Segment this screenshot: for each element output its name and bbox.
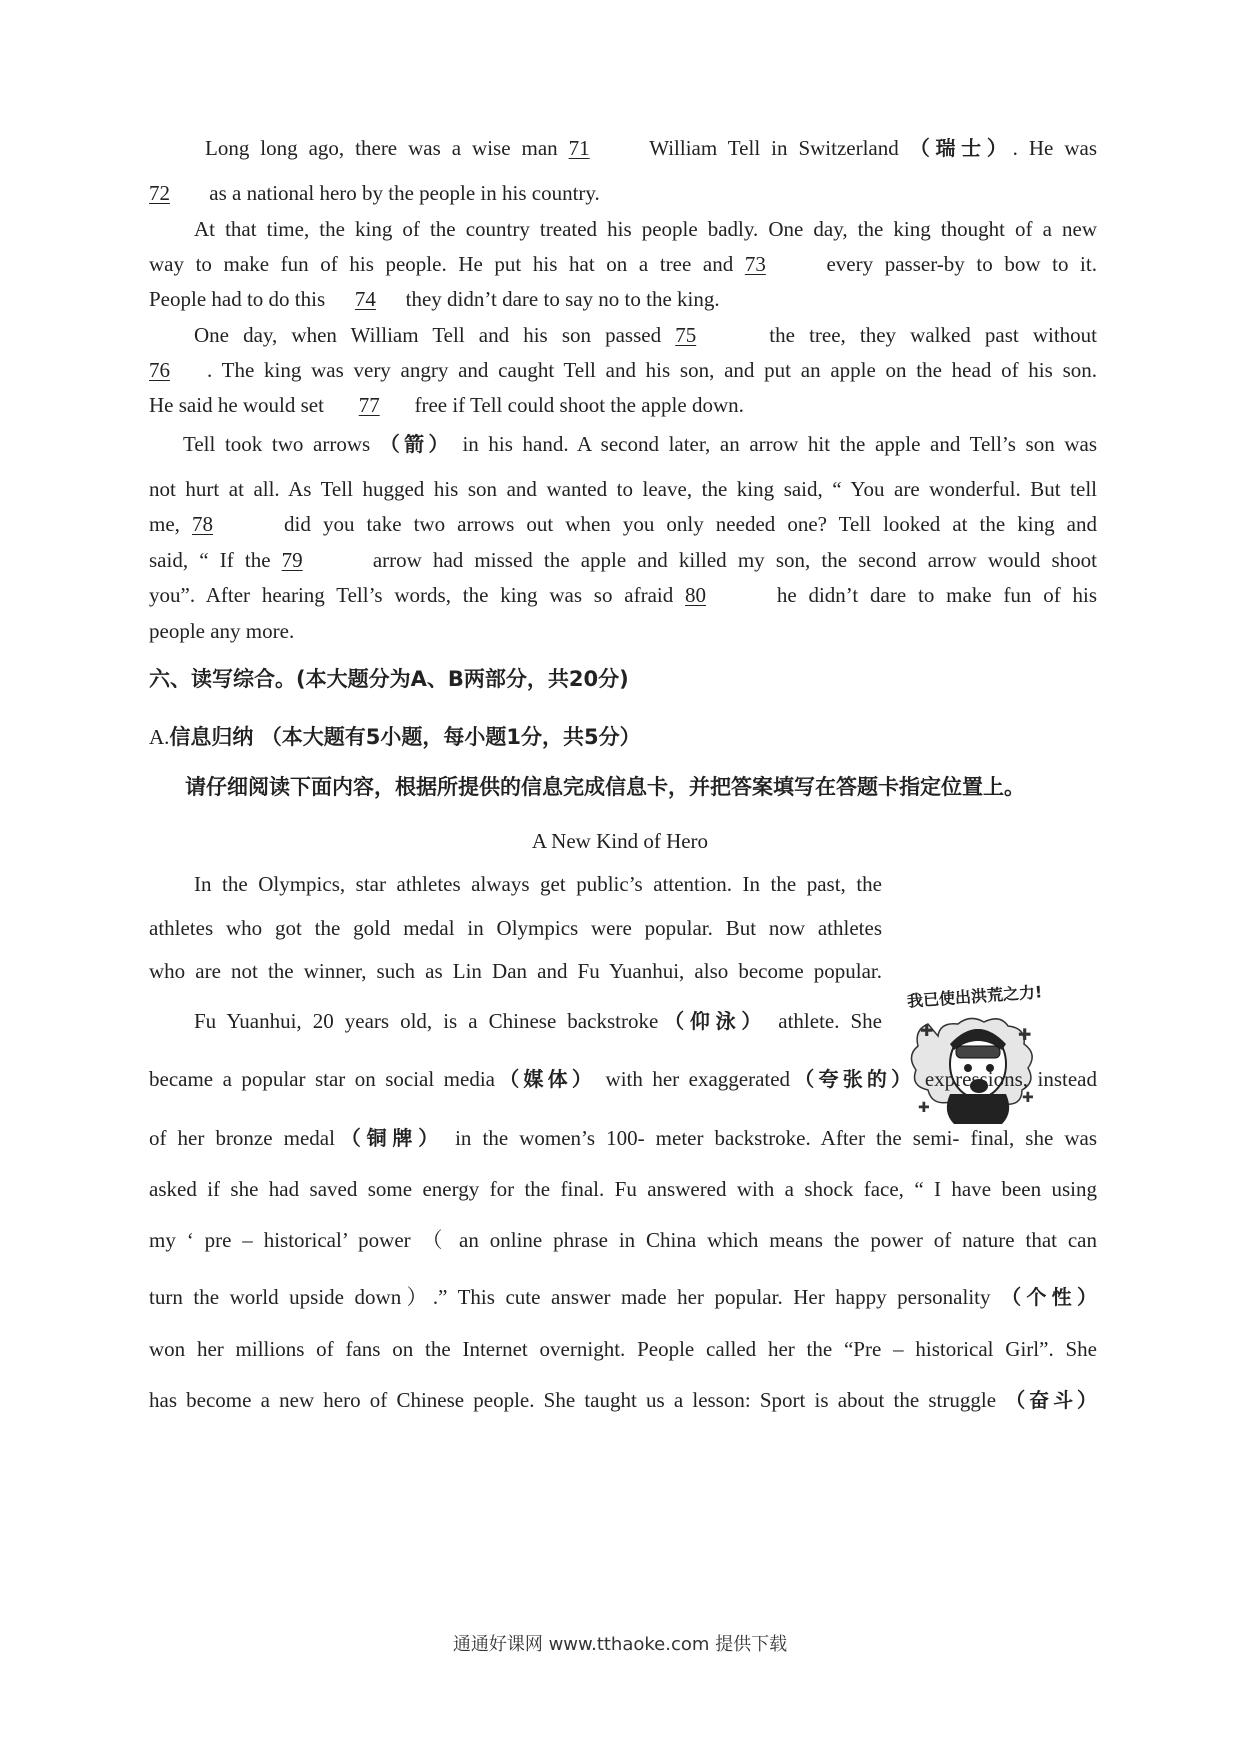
passage1-line-7: 76 . The king was very angry and caught Tell and his son, and put an apple on the head of his son. [149, 355, 1097, 385]
passage2-line-4: Fu Yuanhui, 20 years old, is a Chinese backstroke（仰泳） athlete. She [194, 1009, 883, 1033]
passage1-line-8: He said he would set 77 free if Tell could shoot the apple down. [149, 390, 1097, 420]
passage1-line-12: said, “ If the 79 arrow had missed the apple and killed my son, the second arrow would shoot [149, 545, 1097, 575]
page-footer: 通通好课网 www.tthaoke.com 提供下载 [452, 1634, 788, 1655]
part-a-heading: A.信息归纳 （本大题有5小题，每小题1分，共5分） [149, 725, 641, 749]
passage1-line-11: me, 78 did you take two arrows out when you only needed one? Tell looked at the king and [149, 509, 1097, 539]
passage2-title: A New Kind of Hero [531, 829, 709, 853]
passage1-line-1: Long long ago, there was a wise man 71 William Tell in Switzerland （瑞士）. He was [149, 133, 1097, 163]
blank-77: 77 [358, 393, 380, 417]
passage1-line-2: 72 as a national hero by the people in his country. [149, 178, 1097, 208]
cartoon-caption: 我已使出洪荒之力! [906, 982, 1043, 1011]
cartoon-goggles [956, 1046, 1000, 1058]
sparkle-icon: ✚ [918, 1101, 930, 1116]
blank-73: 73 [744, 252, 766, 276]
passage1-line-14: people any more. [149, 619, 295, 643]
passage2-line-1: In the Olympics, star athletes always get public’s attention. In the past, the [194, 872, 882, 896]
passage2-line-3: who are not the winner, such as Lin Dan and Fu Yuanhui, also become popular. [149, 959, 882, 983]
passage2-line-2: athletes who got the gold medal in Olympics were popular. But now athletes [149, 916, 882, 940]
passage1-line-3: At that time, the king of the country treated his people badly. One day, the king thought of a new [194, 217, 1097, 241]
section-6-heading: 六、读写综合。(本大题分为A、B两部分，共20分) [149, 667, 629, 691]
blank-76: 76 [149, 358, 170, 382]
passage2-line-6: of her bronze medal（铜牌） in the women’s 100- meter backstroke. After the semi- final, she was [149, 1126, 1097, 1150]
passage2-line-5: became a popular star on social media（媒体） with her exaggerated（夸张的） expressions, instead [149, 1067, 1098, 1091]
passage1-line-13: you”. After hearing Tell’s words, the king was so afraid 80 he didn’t dare to make fun of his [149, 580, 1097, 610]
blank-71: 71 [568, 136, 590, 160]
passage2-line-9: turn the world upside down）.” This cute answer made her popular. Her happy personality （个性） [149, 1285, 1097, 1309]
blank-75: 75 [675, 323, 697, 347]
blank-72: 72 [149, 181, 170, 205]
passage2-line-10: won her millions of fans on the Internet overnight. People called her the “Pre – historical Girl”. She [149, 1337, 1097, 1361]
sparkle-icon: ✚ [1022, 1091, 1034, 1106]
part-a-instruction: 请仔细阅读下面内容，根据所提供的信息完成信息卡，并把答案填写在答题卡指定位置上。 [185, 775, 1025, 799]
blank-80: 80 [685, 583, 707, 607]
passage2-line-7: asked if she had saved some energy for the final. Fu answered with a shock face, “ I have been using [149, 1177, 1097, 1201]
sparkle-icon: ✚ [1018, 1027, 1032, 1044]
sparkle-icon: ✚ [920, 1023, 934, 1040]
blank-79: 79 [281, 548, 303, 572]
cartoon-body [947, 1094, 1009, 1124]
passage1-line-4: way to make fun of his people. He put his hat on a tree and 73 every passer-by to bow to it. [149, 249, 1097, 279]
passage1-line-10: not hurt at all. As Tell hugged his son and wanted to leave, the king said, “ You are wonderful. But tell [149, 477, 1097, 501]
passage2-line-11: has become a new hero of Chinese people. She taught us a lesson: Sport is about the struggle （奋斗） [149, 1388, 1097, 1412]
cartoon-illustration [900, 982, 1050, 1132]
blank-74: 74 [354, 287, 376, 311]
passage1-line-9: Tell took two arrows （箭） in his hand. A second later, an arrow hit the apple and Tell’s son was [183, 432, 1097, 456]
passage2-line-8: my ‘ pre – historical’ power （ an online phrase in China which means the power of nature that can [149, 1228, 1097, 1252]
passage1-line-6: One day, when William Tell and his son passed 75 the tree, they walked past without [149, 320, 1097, 350]
passage1-line-5: People had to do this 74 they didn’t dare to say no to the king. [149, 284, 1097, 314]
blank-78: 78 [191, 512, 213, 536]
